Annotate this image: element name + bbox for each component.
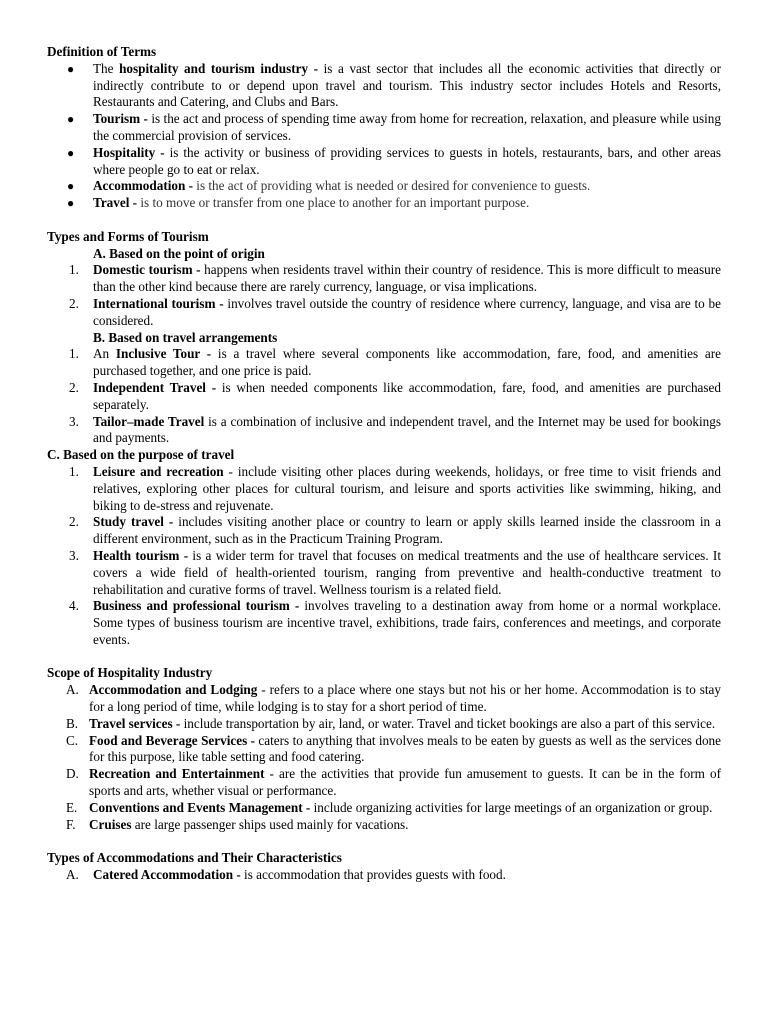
item-text: includes visiting another place or country to learn or apply skills learned inside the classroom in a different environment, such as in the Practicum Training Program. <box>93 514 721 547</box>
list-number: 2. <box>69 295 79 311</box>
document-body <box>47 44 721 884</box>
definition-term: hospitality and tourism industry - <box>119 60 319 76</box>
definition-item <box>47 111 721 145</box>
subheading-arrangements: B. Based on travel arrangements <box>93 329 278 345</box>
item-text: involves travel outside the country of residence where currency, language, and visa are to be considered. <box>93 295 721 328</box>
list-item <box>47 800 721 817</box>
item-term: Recreation and Entertainment <box>89 766 265 782</box>
item-text: is a combination of inclusive and independent travel, and the Internet may be used for bookings and payments. <box>93 413 721 446</box>
list-letter: A. <box>66 682 79 698</box>
item-text: - include visiting other places during weekends, holidays, or free time to visit friends and relatives, exploring other places for cultural tourism, and leisure and sports activities like swimming, hiking, and biking to de-stress and rejuvenate. <box>93 463 721 513</box>
item-term: International tourism - <box>93 295 224 311</box>
list-letter: A. <box>66 867 79 883</box>
list-number: 1. <box>69 262 79 278</box>
list-letter: E. <box>66 799 78 815</box>
item-text: - refers to a place where one stays but not his or her home. Accommodation is to stay for a long period of time, while lodging is to stay for a short period of time. <box>89 682 721 715</box>
list-item <box>47 766 721 800</box>
item-text: is accommodation that provides guests with food. <box>240 867 506 883</box>
item-term: Leisure and recreation <box>93 463 224 479</box>
list-item <box>47 733 721 767</box>
item-term: Conventions and Events Management - <box>89 799 311 815</box>
item-text: - are the activities that provide fun amusement to guests. It can be in the form of sports and arts, whether visual or performance. <box>89 766 721 799</box>
section-heading-accommodations: Types of Accommodations and Their Characteristics <box>47 850 342 866</box>
list-item <box>47 716 721 733</box>
item-prefix: An <box>93 346 116 362</box>
item-text: happens when residents travel within their country of residence. This is more difficult to measure than the other kind because there are rarely currency, language, or visa implications. <box>93 262 721 295</box>
definition-text: is a vast sector that includes all the economic activities that directly or indirectly contribute to or depend upon travel and tourism. This industry sector includes Hotels and Resorts, Restaurants and Catering, and Clubs and Bars. <box>93 60 721 110</box>
item-term: Business and professional tourism - <box>93 598 300 614</box>
list-letter: D. <box>66 766 79 782</box>
list-item <box>47 817 721 834</box>
list-number: 3. <box>69 547 79 563</box>
list-letter: C. <box>66 732 79 748</box>
item-text: are large passenger ships used mainly for vacations. <box>131 816 409 832</box>
definition-term: Tourism - <box>93 111 148 127</box>
bullet-icon: ● <box>67 179 75 194</box>
item-text: include transportation by air, land, or water. Travel and ticket bookings are also a part of this service. <box>180 715 716 731</box>
definition-term: Hospitality - <box>93 144 165 160</box>
list-number: 4. <box>69 598 79 614</box>
spacer <box>47 833 721 850</box>
definition-prefix: The <box>93 60 120 76</box>
list-number: 2. <box>69 379 79 395</box>
list-item <box>47 414 721 448</box>
section-heading-types: Types and Forms of Tourism <box>47 228 209 244</box>
definition-text: is to move or transfer from one place to another for an important purpose. <box>137 195 530 211</box>
list-letter: B. <box>66 715 79 731</box>
item-text: include organizing activities for large meetings of an organization or group. <box>310 799 713 815</box>
item-text: is a wider term for travel that focuses on medical treatments and the use of healthcare services. It covers a wide field of health-oriented tourism, ranging from preventive and health-conductive treatment to rehabilitation and curative forms of travel. Wellness tourism is a related field. <box>93 547 721 597</box>
bullet-icon: ● <box>67 112 75 127</box>
definition-item <box>47 178 721 195</box>
spacer <box>47 649 721 666</box>
definition-term: Travel - <box>93 195 138 211</box>
list-item <box>47 867 721 884</box>
item-term: Tailor–made Travel <box>93 413 205 429</box>
item-term: Cruises <box>89 816 132 832</box>
definition-item <box>47 195 721 212</box>
list-item <box>47 464 721 514</box>
list-item <box>47 598 721 648</box>
section-heading-scope: Scope of Hospitality Industry <box>47 665 213 681</box>
definition-text: is the act and process of spending time away from home for recreation, relaxation, and pleasure while using the commercial provision of services. <box>93 111 721 143</box>
item-text: is a travel where several components like accommodation, fare, food, and amenities are purchased together, and one price is paid. <box>93 346 721 379</box>
list-number: 1. <box>69 346 79 362</box>
list-item <box>47 682 721 716</box>
item-term: Catered Accommodation - <box>93 867 241 883</box>
list-number: 1. <box>69 463 79 479</box>
item-text: caters to anything that involves meals to be eaten by guests as well as the services done for this purpose, like table setting and food catering. <box>89 732 721 765</box>
item-term: Inclusive Tour - <box>115 346 212 362</box>
item-text: involves traveling to a destination away from home or a normal workplace. Some types of business tourism are incentive travel, exhibitions, trade fairs, conferences and meetings, and corporate events. <box>93 598 721 647</box>
item-term: Travel services - <box>89 715 181 731</box>
list-number: 3. <box>69 413 79 429</box>
bullet-icon: ● <box>67 61 75 76</box>
item-term: Independent Travel - <box>93 379 217 395</box>
spacer <box>47 212 721 229</box>
list-item <box>47 380 721 414</box>
item-term: Study travel - <box>93 514 174 530</box>
list-item <box>47 296 721 330</box>
subheading-origin: A. Based on the point of origin <box>93 245 265 261</box>
section-heading-definitions: Definition of Terms <box>47 44 157 59</box>
definition-text: is the activity or business of providing services to guests in hotels, restaurants, bars, and other areas where people go to eat or relax. <box>93 144 721 177</box>
bullet-icon: ● <box>67 196 75 211</box>
list-item <box>47 346 721 380</box>
definition-term: Accommodation - <box>93 178 193 194</box>
item-term: Domestic tourism - <box>93 262 201 278</box>
list-number: 2. <box>69 514 79 530</box>
item-term: Accommodation and Lodging <box>89 682 258 698</box>
item-term: Health tourism - <box>93 547 189 563</box>
definition-item <box>47 61 721 111</box>
bullet-icon: ● <box>67 145 75 160</box>
list-item <box>47 262 721 296</box>
item-term: Food and Beverage Services - <box>89 732 256 748</box>
definition-item <box>47 145 721 179</box>
item-text: is when needed components like accommodation, fare, food, and amenities are purchased separately. <box>93 379 721 412</box>
list-item <box>47 548 721 598</box>
subheading-purpose: C. Based on the purpose of travel <box>47 447 235 463</box>
definition-text: is the act of providing what is needed or desired for convenience to guests. <box>193 178 591 194</box>
list-item <box>47 514 721 548</box>
list-letter: F. <box>66 816 76 832</box>
